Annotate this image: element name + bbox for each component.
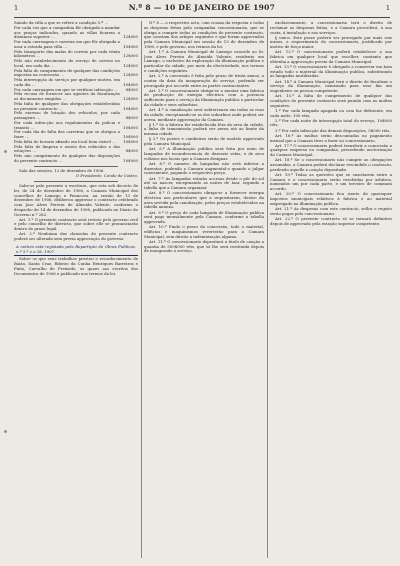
paragraph: Art. 6.º O numero de lampadas não será inferior a duzentas, podendo a Camara augmental-o quando o julgar conveniente, pagando o respectivo preço.: [144, 160, 264, 176]
fine-entry: [14, 154, 138, 164]
paragraph: Art. 1.º A Camara Municipal de Lamego concede ao Sr. Jose Alves Pereira de Almeida Valente, residente em Lamego, o exclusivo da exploração da illuminação publica e particular da cidade, por meio da electricidade, nos termos e condições seguintes.: [144, 48, 264, 73]
signature: O Presidente, Conde de Castro.: [75, 173, 138, 179]
column-1: [14, 21, 138, 560]
fine-entry-text: Pelo não estabelecimento do serviço de correio no local, em cada dia …: [14, 58, 120, 68]
separator: [34, 181, 118, 182]
fine-entry-amount: 8$000: [125, 148, 138, 154]
paragraph: Art. 1.º O presente contracto será revisto pelo governo civil e pelo conselho de districto, que sobre elle se pronunciarão dentro do prazo legal.: [14, 216, 138, 232]
page-header: [14, 3, 390, 17]
paragraph: Art. 21.º As despesas com este contracto, sellos e registo serão pagas pelo concessionario.: [270, 205, 392, 216]
paragraph: Art. 9.º O preço de cada lampada de illuminação publica será pago mensalmente pela Camara, conforme a tabella approvada.: [144, 209, 264, 225]
paragraph: Art. 13.º O concessionario é obrigado a conservar em bom estado todo o material da illuminação publica, substituindo as lampadas inutilizadas.: [270, 63, 392, 79]
paragraph: N.º 8 — o respectivo acto, com cousas da resposta e todas as despesas feitas pela companhia concessionaria, que se obriga a cumprir todas as condições do presente contracto, que constam dos artigos seguintes e que foram approvados pela Camara Municipal em sessão de 13 de dezembro de 1906, e pelo governo, nos termos da lei.: [144, 21, 264, 49]
paragraph: Art. 12.º O concessionario poderá estabelecer a sua fabrica em qualquer local que escolher, comtanto que obtenha a approvação previa da Camara Municipal.: [270, 49, 392, 64]
paragraph: § 1.º Se a fabrica for estabelecida fóra da area da cidade, a linha de transmissão poderá ser aerea até ao limite da mesma cidade.: [144, 121, 264, 137]
fine-entry-text: Pelo não cumprimento de qualquer das disposições do presente contracto …: [14, 153, 120, 163]
paragraph: Art. 17.º O concessionario poderá transferir a concessão a qualquer empresa ou companhia, precedendo auctorização da Camara Municipal.: [270, 142, 392, 158]
fine-entry-text: Pela falta do horario afixado em local bem visivel …: [14, 138, 117, 144]
fine-entry-amount: 12$000: [123, 34, 138, 40]
fine-entry-text: Por cada dia de falta das carreiras que se obrigou a fazer …: [14, 129, 120, 139]
paragraph: Art. 2.º A concessão é feita pelo prazo de trinta annos, a contar da data da inauguração do serviço, podendo ser prorogada por accordo entre as partes contractantes.: [144, 73, 264, 88]
fine-entry-text: Pela interrupção do serviço por qualquer motivo, em cada dia …: [14, 77, 120, 87]
fine-entry-text: Pela recusa de fornecer aos agentes da fiscalização os documentos exigidos …: [14, 91, 120, 101]
paragraph: 1.º Por cada lampada apagada ou com luz deficiente, em cada noite, 100 réis;: [270, 107, 392, 118]
fine-entry-amount: 8$000: [125, 115, 138, 120]
paragraph: Art. 10.º Findo o prazo da concessão, todo o material, edificios e maquinismos reverterão para a Camara Municipal, sem direito a indemnização alguma.: [144, 224, 264, 239]
paragraph: Art. 8.º O concessionario obriga-se a fornecer energia electrica aos particulares que a requisitarem, dentro da area servida pela canalização, pelos preços estabelecidos na tabella annexa.: [144, 190, 264, 210]
paragraph: Art. 14.º A Camara Municipal terá o direito de fiscalizar o serviço da illuminação, nomeando para esse fim um engenheiro ou pessoa competente.: [270, 78, 392, 94]
paragraph: 2.º Por cada noite de interrupção total do serviço, 10$000 réis;: [270, 117, 392, 128]
fine-entry-text: Por cada voz que a companhia fôr obrigada a mandar aos praças indicados, quando as villas ficarem a distancia superior …: [14, 24, 120, 40]
paragraph: Art. 16.º As multas serão descontadas no pagamento mensal que a Camara tiver a fazer ao concessionario.: [270, 132, 392, 143]
fine-entry-text: Por cada carruagem em que se verificar infracção …: [14, 86, 118, 92]
page-title: N.º 8 — 10 DE JANEIRO DE 1907: [128, 3, 276, 12]
paragraph: Sabe-se pelo presente a escritura, que esta sob decreto de lei, de 24 de dezembro de 1906, a Camara Municipal dos concelhos de Lamego e Penacova, na sessão de 13 de dezembro de 1906, deliberou approvar o contracto celebrado com Jose Alves Pereira de Almeida Valente, conforme o despacho de 14 de dezembro de 1906, publicado no Diario do Governo n.º 282.: [14, 183, 138, 217]
fine-entry-text: Pelo excesso de lotação dos vehiculos, por cada passageiro …: [14, 110, 120, 120]
fine-entry-amount: 10$000: [123, 105, 138, 111]
paragraph: Sala das sessões, 12 de dezembro de 1906.: [19, 167, 105, 173]
fine-entry-amount: 10$000: [123, 138, 138, 144]
fine-entry-amount: 10$000: [123, 81, 138, 87]
page-number: 1: [14, 4, 19, 12]
paragraph: Art. 15.º A falta de cumprimento de qualquer das condições do presente contracto será punida com as multas seguintes:: [270, 93, 392, 108]
fine-entry-text: Pela falta de qualquer das obrigações estabelecidas no presente contracto …: [14, 100, 120, 111]
paragraph: 3.º Por cada infracção das demais disposições, 5$000 réis.: [275, 127, 391, 133]
fine-entry-amount: 10$000: [123, 134, 138, 139]
page-number-right: 1: [385, 4, 390, 12]
paragraph: Art. 3.º O concessionario obriga-se a montar uma fabrica de producção de energia electrica com a potencia sufficiente para o serviço da illuminação publica e particular da cidade e seus suburbios.: [144, 87, 264, 107]
fine-entry-amount: 12$000: [123, 53, 138, 59]
fine-entry-text: Saindo da villa a que se refere a condição 5.ª …: [14, 21, 109, 25]
binding-hole: [4, 150, 7, 153]
paragraph: Art. 2.º Nenhuma das clausulas do presente contracto poderá ser alterada sem previa approvação do governo.: [14, 231, 138, 242]
fine-entry-amount: 12$000: [123, 96, 138, 101]
paragraph: Art. 19.º Todas as questões que se suscitarem entre a Camara e o concessionario serão resolvidas por arbitros, nomeados um por cada parte, e um terceiro de commum accordo.: [270, 171, 392, 192]
column-2: [144, 21, 264, 560]
fine-entry-amount: 10$000: [123, 43, 138, 49]
paragraph: Art. 18.º Se o concessionario não cumprir as obrigações assumidas, a Camara poderá declarar rescindido o contracto, perdendo aquelle a caução depositada.: [270, 157, 392, 172]
fine-entry-amount: 10$000: [123, 124, 138, 130]
column-divider: [267, 21, 268, 558]
paragraph: Art. 11.º O concessionario depositará a titulo de caução a quantia de 500$000 réis, que só lhe será restituida depois de inaugurado o serviço.: [144, 238, 264, 254]
fine-entry-amount: 12$000: [123, 72, 138, 78]
paragraph: Art. 22.º O presente contracto só se tornará definitivo depois de approvado pela estação superior competente.: [270, 215, 392, 226]
fine-entry-text: Por cada infracção aos regulamentos da policia e transito …: [14, 119, 120, 130]
column-divider: [141, 21, 142, 558]
handwritten-note: A notícia está registada pela Repartição de Obras Publicas, n.º 3.º e o 28, 1907.: [14, 244, 138, 257]
paragraph: Sobre os que seus trabalhos prestou o reconhecimento de Baião, Santa Cruz, Ribeiro da Cunha Henriques Barreiros e Pinto, Carvalho de Freixedo, os quaes aos escritos dos Documentos de 1906 e publicado nos termos da lei.: [14, 256, 138, 276]
paragraph: Art. 7.º As lampadas estarão accesas desde o pôr do sol até ao nascer, exceptuando as noites de luar, segundo a tabella que a Camara organizar.: [144, 175, 264, 191]
paragraph: § unico. Este prazo poderá ser prorogado por mais seis meses, a requerimento do concessionario, justificado por motivo de força maior.: [270, 34, 392, 50]
fine-entry-text: Pela falta de limpeza e asseio dos vehiculos e das estações …: [14, 143, 120, 154]
fine-entry-text: Pelo transporte das malas do correio por cada trinta kilometros …: [14, 48, 120, 59]
fine-entry: [14, 26, 138, 40]
fine-entry-text: Pela falta do cumprimento de qualquer das condições impostas na concessão …: [14, 67, 120, 78]
paragraph: exclusivamente, a concessionaria terá o direito de reclamar as despesas feitas, e a Camara procederá, á sua custa, á instalação e aos serviços.: [270, 21, 392, 35]
fine-entry-amount: 12$000: [123, 62, 138, 68]
column-3: [270, 21, 392, 560]
paragraph: Art. 5.º A illuminação publica será feita por meio de lampadas de incandescencia de dezeseis velas, e de arco voltaico nos locais que a Camara designar.: [144, 146, 264, 161]
paragraph: Art. 20.º O concessionario fica isento de quaesquer impostos municipais relativos á fabrica e ao material empregado na illuminação publica.: [270, 191, 392, 206]
separator: [34, 166, 118, 167]
fine-entry-amount: 8$000: [125, 86, 138, 92]
binding-hole: [4, 430, 7, 433]
header-rule: [14, 17, 390, 18]
fine-entry-amount: 10$000: [123, 157, 138, 163]
fines-list: [14, 21, 138, 164]
paragraph: Art. 4.º A canalização será subterranea em todas as ruas da cidade, exceptuando-se as dos suburbios onde poderá ser aerea, mediante approvação da Camara.: [144, 107, 264, 122]
paragraph: § 2.º Os postes e candieiros serão de modelo approvado pela Camara Municipal.: [144, 136, 264, 147]
fine-entry-text: Por cada carruagem e carreira em que fôr obrigada a usar a estrada para villa …: [14, 39, 120, 49]
